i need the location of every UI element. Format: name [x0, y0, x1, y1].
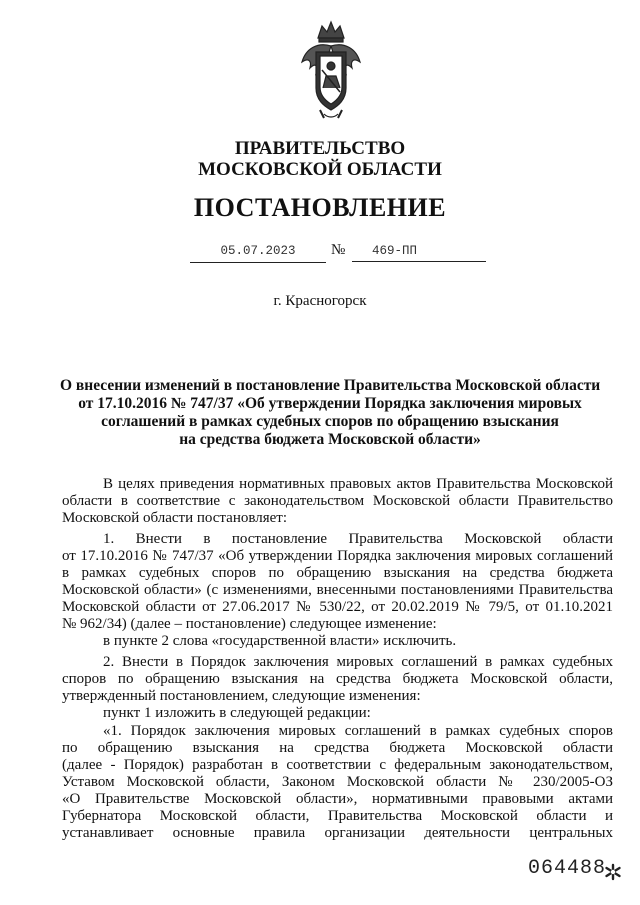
body-line: пункт 1 изложить в следующей редакции:: [103, 705, 371, 721]
title-line: соглашений в рамках судебных споров по обращению взыскания: [101, 413, 559, 430]
body-line: от 17.10.2016 № 747/37 «Об утверждении Порядка заключения мировых соглашений: [62, 548, 613, 564]
body-line: Московской области» (с изменениями, внесенными постановлениями Правительства: [62, 582, 613, 598]
coat-of-arms-icon: [298, 18, 364, 122]
body-line: 2. Внести в Порядок заключения мировых соглашений в рамках судебных: [103, 654, 613, 670]
asterisk-mark-icon: [604, 863, 622, 881]
body-line: В целях приведения нормативных правовых актов Правительства Московской: [103, 476, 613, 492]
city: г. Красногорск: [273, 293, 367, 309]
title-line: на средства бюджета Московской области»: [179, 431, 481, 448]
body-line: «О Правительстве Московской области», нормативными правовыми актами: [62, 791, 613, 807]
title-line: О внесении изменений в постановление Правительства Московской области: [60, 377, 601, 394]
body-line: устанавливает основные правила организации деятельности центральных: [62, 825, 613, 841]
body-line: утвержденный постановлением, следующие изменения:: [62, 688, 421, 704]
serial-number: 064488: [528, 857, 607, 880]
body-line: Уставом Московской области, Законом Московской области № 230/2005-ОЗ: [62, 774, 613, 790]
body-line: по обращению взыскания на средства бюджета Московской области: [62, 740, 613, 756]
body-line: (далее - Порядок) разработан в соответствии с федеральным законодательством,: [62, 757, 613, 773]
body-line: споров по обращению взыскания на средства бюджета Московской области,: [62, 671, 613, 687]
body-line: 1. Внести в постановление Правительства Московской области: [103, 531, 613, 547]
document-title: [60, 377, 600, 449]
document-number: 469-ПП: [352, 244, 486, 262]
number-sign: №: [331, 242, 346, 258]
body-line: Московской области постановляет:: [62, 510, 287, 526]
body-line: области в соответствие с законодательством Московской области Правительство: [62, 493, 613, 509]
org-name-line2: МОСКОВСКОЙ ОБЛАСТИ: [198, 159, 442, 180]
body-line: в пункте 2 слова «государственной власти» исключить.: [103, 633, 457, 649]
body-line: Московской области от 27.06.2017 № 530/22, от 20.02.2019 № 79/5, от 01.10.2021: [62, 599, 613, 615]
body-line: Губернатора Московской области, Правительства Московской области и: [62, 808, 613, 824]
body-line: «1. Порядок заключения мировых соглашений в рамках судебных споров: [103, 723, 613, 739]
body-line: в рамках судебных споров по обращению взыскания на средства бюджета: [62, 565, 613, 581]
body-line: № 962/34) (далее – постановление) следующее изменение:: [62, 616, 437, 632]
title-line: от 17.10.2016 № 747/37 «Об утверждении Порядка заключения мировых: [78, 395, 582, 412]
document-date: 05.07.2023: [190, 244, 326, 263]
document-type: ПОСТАНОВЛЕНИЕ: [193, 193, 447, 222]
org-name-line1: ПРАВИТЕЛЬСТВО: [234, 138, 406, 159]
